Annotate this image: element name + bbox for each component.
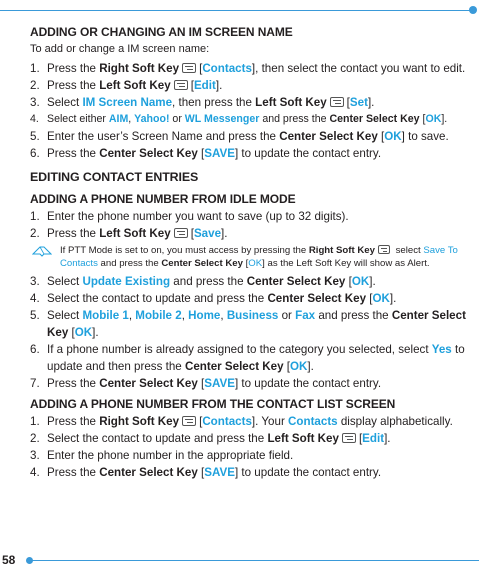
page-number: 58 <box>2 553 16 567</box>
soft-key-icon <box>174 228 188 238</box>
soft-key-icon <box>182 63 196 73</box>
list-item: 2. Select the contact to update and press the Left Soft Key [Edit]. <box>30 432 391 445</box>
soft-key-icon <box>330 97 344 107</box>
im-steps <box>30 60 470 162</box>
list-item: 2. Press the Left Soft Key [Save]. <box>30 227 228 240</box>
top-rule-line <box>0 10 473 11</box>
section-heading-idle-mode: ADDING A PHONE NUMBER FROM IDLE MODE <box>30 192 296 206</box>
list-item: 5. Select Mobile 1, Mobile 2, Home, Business or Fax and press the Center Select Key [OK]. <box>30 309 466 339</box>
section-heading-contact-list: ADDING A PHONE NUMBER FROM THE CONTACT LIST SCREEN <box>30 397 396 411</box>
list-item: 6. Press the Center Select Key [SAVE] to update the contact entry. <box>30 147 382 160</box>
section-intro: To add or change a IM screen name: <box>30 43 210 55</box>
list-item: 3. Enter the phone number in the appropriate field. <box>30 449 294 462</box>
bottom-rule-line <box>32 560 479 561</box>
list-item: 7. Press the Center Select Key [SAVE] to update the contact entry. <box>30 377 382 390</box>
list-item: 1. Enter the phone number you want to save (up to 32 digits). <box>30 210 349 223</box>
section-heading-editing-contacts: EDITING CONTACT ENTRIES <box>30 170 199 184</box>
bottom-rule <box>0 553 479 569</box>
list-item: 4. Select either AIM, Yahoo! or WL Messenger and press the Center Select Key [OK]. <box>30 113 448 125</box>
list-item: 1. Press the Right Soft Key [Contacts], then select the contact you want to edit. <box>30 62 466 75</box>
list-item: 5. Enter the user’s Screen Name and press the Center Select Key [OK] to save. <box>30 130 449 143</box>
ptt-note: If PTT Mode is set to on, you must access by pressing the Right Soft Key select Save To Contacts and press the Center Select Key [OK] as the Left Soft Key will show as Alert. <box>30 244 470 270</box>
page-content <box>30 24 470 481</box>
list-item: 4. Select the contact to update and press the Center Select Key [OK]. <box>30 292 397 305</box>
list-item: 3. Select IM Screen Name, then press the Left Soft Key [Set]. <box>30 96 375 109</box>
list-item: 4. Press the Center Select Key [SAVE] to update the contact entry. <box>30 466 382 479</box>
list-item: 3. Select Update Existing and press the Center Select Key [OK]. <box>30 275 376 288</box>
soft-key-icon <box>174 80 188 90</box>
soft-key-icon <box>342 433 356 443</box>
top-rule-dot <box>469 6 477 14</box>
idle-steps-cont <box>30 273 470 392</box>
note-pen-icon <box>32 245 52 257</box>
list-item: 2. Press the Left Soft Key [Edit]. <box>30 79 223 92</box>
list-item: 1. Press the Right Soft Key [Contacts]. Your Contacts display alphabetically. <box>30 415 453 428</box>
top-rule <box>0 6 479 16</box>
soft-key-icon <box>182 416 196 426</box>
contact-list-steps <box>30 413 470 481</box>
section-heading-im-screen-name: ADDING OR CHANGING AN IM SCREEN NAME <box>30 25 293 39</box>
list-item: 6. If a phone number is already assigned to the category you selected, select Yes to update and then press the Center Select Key [OK]. <box>30 343 465 373</box>
soft-key-icon <box>378 245 390 254</box>
idle-steps <box>30 208 470 242</box>
